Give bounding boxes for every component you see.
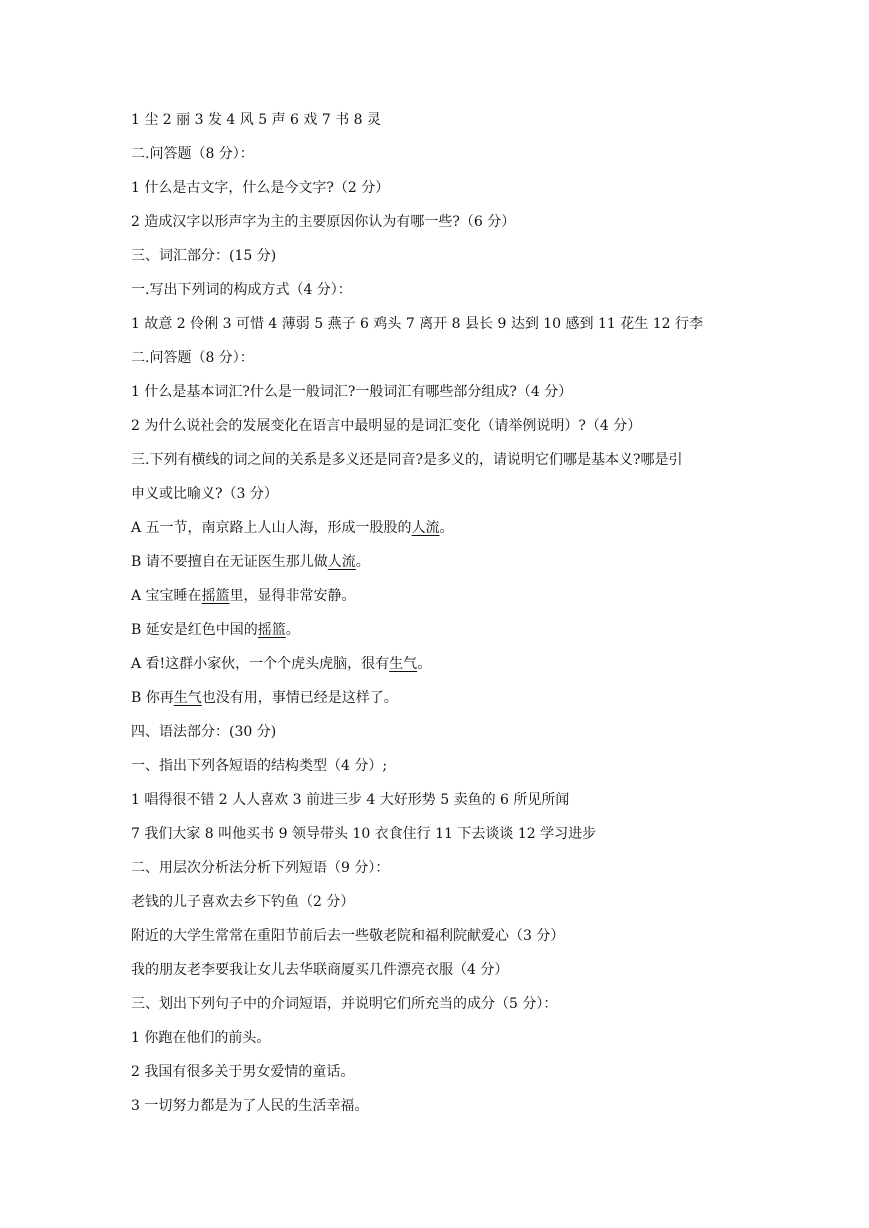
phrase-list: 7 我们大家 8 叫他买书 9 领导带头 10 衣食住行 11 下去谈谈 12 学习进步 (131, 826, 597, 842)
section-heading: 二、用层次分析法分析下列短语（9 分）： (131, 860, 390, 876)
sentence-text: 。 (355, 554, 370, 570)
question: 1 什么是古文字，什么是今文字?（2 分） (131, 180, 390, 196)
underlined-word: 生气 (389, 656, 418, 672)
underlined-word: 人流 (327, 554, 356, 570)
section-heading: 一、指出下列各短语的结构类型（4 分）; (131, 758, 388, 774)
sentence-text: A 看!这群小家伙，一个个虎头虎脑，很有 (131, 656, 390, 672)
phrase-item: 老钱的儿子喜欢去乡下钓鱼（2 分） (131, 894, 355, 910)
example-sentence (131, 552, 771, 572)
sentence-text: B 你再 (131, 690, 174, 706)
example-sentence (131, 688, 771, 708)
question: 2 造成汉字以形声字为主的主要原因你认为有哪一些?（6 分） (131, 214, 516, 230)
underlined-word: 摇篮 (257, 622, 286, 638)
section-heading: 三、划出下列句子中的介词短语，并说明它们所充当的成分（5 分）： (131, 996, 558, 1012)
section-heading: 二.问答题（8 分）： (131, 146, 254, 162)
example-sentence (131, 654, 771, 674)
underlined-word: 生气 (173, 690, 202, 706)
sentence-text: 也没有用，事情已经是这样了。 (201, 690, 398, 706)
underlined-word: 人流 (411, 520, 440, 536)
example-sentence (131, 518, 771, 538)
sentence-item: 2 我国有很多关于男女爱情的童话。 (131, 1064, 355, 1080)
phrase-list: 1 唱得很不错 2 人人喜欢 3 前进三步 4 大好形势 5 卖鱼的 6 所见所闻 (131, 792, 570, 808)
sentence-text: 里，显得非常安静。 (229, 588, 356, 604)
sentence-text: 。 (439, 520, 454, 536)
underlined-word: 摇篮 (201, 588, 230, 604)
sentence-item: 3 一切努力都是为了人民的生活幸福。 (131, 1098, 369, 1114)
section-heading: 一.写出下列词的构成方式（4 分）： (131, 282, 352, 298)
sentence-text: A 五一节，南京路上人山人海，形成一股股的 (131, 520, 412, 536)
question: 1 什么是基本词汇?什么是一般词汇?一般词汇有哪些部分组成?（4 分） (131, 384, 573, 400)
section-heading: 三.下列有横线的词之间的关系是多义还是同音?是多义的，请说明它们哪是基本义?哪是引 (131, 452, 683, 468)
phrase-item: 附近的大学生常常在重阳节前后去一些敬老院和福利院献爱心（3 分） (131, 928, 565, 944)
sentence-text: 。 (417, 656, 432, 672)
example-sentence (131, 620, 771, 640)
sentence-text: A 宝宝睡在 (131, 588, 202, 604)
section-heading: 二.问答题（8 分）： (131, 350, 254, 366)
sentence-text: 。 (285, 622, 300, 638)
part-heading: 三、词汇部分：(15 分) (131, 248, 277, 264)
part-heading: 四、语法部分：(30 分) (131, 724, 277, 740)
phrase-item: 我的朋友老李要我让女儿去华联商厦买几件漂亮衣服（4 分） (131, 962, 509, 978)
char-list: 1 尘 2 丽 3 发 4 风 5 声 6 戏 7 书 8 灵 (131, 112, 382, 128)
section-heading-cont: 申义或比喻义?（3 分） (131, 486, 278, 502)
question: 2 为什么说社会的发展变化在语言中最明显的是词汇变化（请举例说明）?（4 分） (131, 418, 642, 434)
word-list: 1 故意 2 伶俐 3 可惜 4 薄弱 5 燕子 6 鸡头 7 离开 8 县长 9 达到 10 感到 11 花生 12 行李 (131, 316, 703, 332)
sentence-text: B 请不要擅自在无证医生那儿做 (131, 554, 328, 570)
sentence-item: 1 你跑在他们的前头。 (131, 1030, 271, 1046)
example-sentence (131, 586, 771, 606)
document-page (131, 110, 771, 1130)
sentence-text: B 延安是红色中国的 (131, 622, 258, 638)
